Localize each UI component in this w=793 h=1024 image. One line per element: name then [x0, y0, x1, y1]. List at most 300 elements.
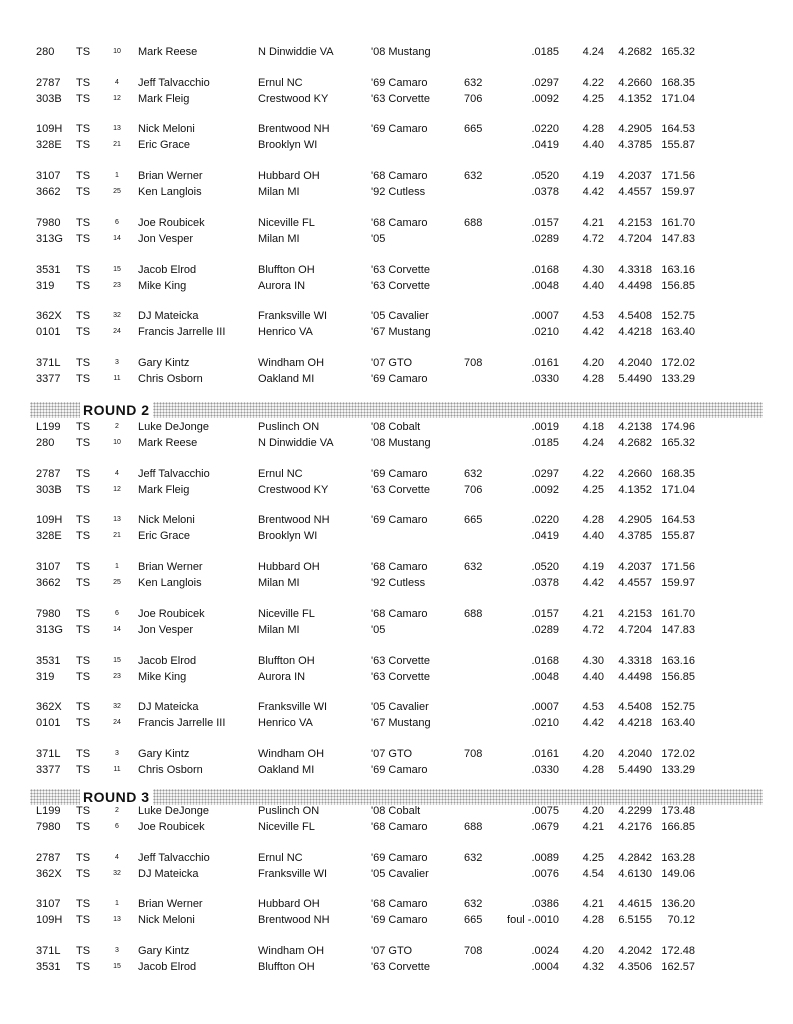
hometown: Bluffton OH [258, 264, 315, 276]
reaction-time: .0419 [531, 530, 559, 542]
driver-name: Mark Fleig [138, 93, 190, 105]
sixty-foot: 4.20 [582, 357, 604, 369]
result-row [0, 819, 793, 835]
car-number: 3531 [36, 961, 61, 973]
elapsed-time: 4.3785 [618, 139, 652, 151]
speed-mph: 155.87 [661, 139, 695, 151]
reaction-time: .0419 [531, 139, 559, 151]
seed: 6 [115, 823, 119, 830]
sixty-foot: 4.53 [582, 310, 604, 322]
seed: 24 [113, 719, 121, 726]
driver-name: Brian Werner [138, 561, 203, 573]
engine-cid: 688 [464, 821, 483, 833]
car-number: 313G [36, 624, 63, 636]
sixty-foot: 4.40 [582, 280, 604, 292]
car-model: '68 Camaro [371, 608, 428, 620]
seed: 13 [113, 125, 121, 132]
result-row [0, 91, 793, 107]
sixty-foot: 4.40 [582, 671, 604, 683]
speed-mph: 147.83 [661, 624, 695, 636]
driver-name: Nick Meloni [138, 123, 195, 135]
class: TS [76, 852, 91, 864]
hometown: Franksville WI [258, 701, 328, 713]
driver-name: Jeff Talvacchio [138, 468, 210, 480]
reaction-time: .0289 [531, 624, 559, 636]
car-model: '69 Camaro [371, 373, 428, 385]
sixty-foot: 4.28 [582, 123, 604, 135]
class: TS [76, 484, 91, 496]
reaction-time: .0161 [531, 357, 559, 369]
reaction-time: .0007 [531, 701, 559, 713]
hometown: Aurora IN [258, 671, 306, 683]
result-row [0, 762, 793, 778]
hometown: Hubbard OH [258, 898, 320, 910]
class: TS [76, 123, 91, 135]
car-model: '07 GTO [371, 748, 413, 760]
sixty-foot: 4.25 [582, 484, 604, 496]
sixty-foot: 4.42 [582, 577, 604, 589]
car-model: '68 Camaro [371, 898, 428, 910]
driver-name: Nick Meloni [138, 514, 195, 526]
class: TS [76, 914, 91, 926]
seed: 14 [113, 626, 121, 633]
seed: 10 [113, 439, 121, 446]
car-model: '08 Mustang [371, 46, 431, 58]
reaction-time: .0004 [531, 961, 559, 973]
class: TS [76, 961, 91, 973]
elapsed-time: 4.4498 [618, 280, 652, 292]
reaction-time: .0168 [531, 655, 559, 667]
elapsed-time: 4.2037 [618, 170, 652, 182]
car-model: '07 GTO [371, 357, 413, 369]
result-row [0, 559, 793, 575]
car-number: 303B [36, 484, 62, 496]
result-row [0, 669, 793, 685]
car-number: 313G [36, 233, 63, 245]
seed: 15 [113, 963, 121, 970]
class: TS [76, 748, 91, 760]
reaction-time: .0092 [531, 484, 559, 496]
driver-name: Eric Grace [138, 139, 190, 151]
reaction-time: .0076 [531, 868, 559, 880]
result-row [0, 896, 793, 912]
car-model: '63 Corvette [371, 280, 430, 292]
reaction-time: .0075 [531, 805, 559, 817]
sixty-foot: 4.28 [582, 764, 604, 776]
driver-name: Gary Kintz [138, 945, 190, 957]
seed: 21 [113, 141, 121, 148]
car-number: 3377 [36, 764, 61, 776]
result-row [0, 137, 793, 153]
car-model: '63 Corvette [371, 671, 430, 683]
seed: 3 [115, 359, 119, 366]
driver-name: Jeff Talvacchio [138, 77, 210, 89]
car-number: 3107 [36, 170, 61, 182]
hometown: Oakland MI [258, 373, 315, 385]
reaction-time: .0185 [531, 46, 559, 58]
seed: 1 [115, 172, 119, 179]
speed-mph: 70.12 [667, 914, 695, 926]
hometown: Windham OH [258, 748, 325, 760]
hometown: Ernul NC [258, 468, 303, 480]
driver-name: Francis Jarrelle III [138, 326, 226, 338]
driver-name: Mark Reese [138, 437, 198, 449]
seed: 13 [113, 916, 121, 923]
driver-name: Ken Langlois [138, 186, 202, 198]
car-model: '63 Corvette [371, 484, 430, 496]
class: TS [76, 561, 91, 573]
speed-mph: 171.56 [661, 170, 695, 182]
reaction-time: foul -.0010 [507, 914, 559, 926]
elapsed-time: 4.3318 [618, 655, 652, 667]
result-row [0, 528, 793, 544]
sixty-foot: 4.42 [582, 186, 604, 198]
car-number: 3662 [36, 186, 61, 198]
engine-cid: 708 [464, 945, 483, 957]
reaction-time: .0210 [531, 326, 559, 338]
hometown: Aurora IN [258, 280, 306, 292]
result-row [0, 215, 793, 231]
elapsed-time: 4.4218 [618, 326, 652, 338]
speed-mph: 171.56 [661, 561, 695, 573]
speed-mph: 165.32 [661, 437, 695, 449]
hometown: Brentwood NH [258, 123, 330, 135]
speed-mph: 152.75 [661, 701, 695, 713]
result-row [0, 308, 793, 324]
driver-name: Luke DeJonge [138, 421, 209, 433]
driver-name: DJ Mateicka [138, 310, 199, 322]
car-number: 319 [36, 671, 55, 683]
seed: 32 [113, 870, 121, 877]
engine-cid: 665 [464, 123, 483, 135]
engine-cid: 632 [464, 852, 483, 864]
car-number: 2787 [36, 852, 61, 864]
hometown: N Dinwiddie VA [258, 46, 334, 58]
seed: 4 [115, 470, 119, 477]
class: TS [76, 139, 91, 151]
seed: 12 [113, 95, 121, 102]
car-number: 371L [36, 748, 61, 760]
hometown: Oakland MI [258, 764, 315, 776]
result-row [0, 850, 793, 866]
car-number: 7980 [36, 217, 61, 229]
result-row [0, 44, 793, 60]
round-2-title: ROUND 2 [80, 401, 153, 419]
driver-name: Mike King [138, 280, 187, 292]
car-model: '05 Cavalier [371, 868, 429, 880]
car-model: '92 Cutless [371, 186, 426, 198]
engine-cid: 632 [464, 561, 483, 573]
seed: 2 [115, 807, 119, 814]
engine-cid: 632 [464, 898, 483, 910]
sixty-foot: 4.28 [582, 373, 604, 385]
seed: 23 [113, 673, 121, 680]
car-number: 328E [36, 530, 62, 542]
seed: 2 [115, 423, 119, 430]
elapsed-time: 4.2040 [618, 748, 652, 760]
sixty-foot: 4.40 [582, 139, 604, 151]
hometown: Henrico VA [258, 717, 313, 729]
reaction-time: .0185 [531, 437, 559, 449]
car-number: 3377 [36, 373, 61, 385]
driver-name: Joe Roubicek [138, 821, 205, 833]
car-model: '05 [371, 624, 386, 636]
class: TS [76, 373, 91, 385]
reaction-time: .0378 [531, 577, 559, 589]
car-model: '63 Corvette [371, 264, 430, 276]
sixty-foot: 4.18 [582, 421, 604, 433]
sixty-foot: 4.32 [582, 961, 604, 973]
car-model: '69 Camaro [371, 77, 428, 89]
hometown: Windham OH [258, 945, 325, 957]
result-row [0, 419, 793, 435]
speed-mph: 161.70 [661, 608, 695, 620]
speed-mph: 149.06 [661, 868, 695, 880]
sixty-foot: 4.19 [582, 561, 604, 573]
car-number: 371L [36, 357, 61, 369]
speed-mph: 174.96 [661, 421, 695, 433]
sixty-foot: 4.40 [582, 530, 604, 542]
elapsed-time: 4.2842 [618, 852, 652, 864]
reaction-time: .0048 [531, 280, 559, 292]
seed: 32 [113, 312, 121, 319]
car-number: 109H [36, 123, 63, 135]
elapsed-time: 6.5155 [618, 914, 652, 926]
elapsed-time: 4.2682 [618, 46, 652, 58]
result-row [0, 482, 793, 498]
car-number: 319 [36, 280, 55, 292]
car-model: '69 Camaro [371, 764, 428, 776]
elapsed-time: 4.7204 [618, 233, 652, 245]
elapsed-time: 4.1352 [618, 484, 652, 496]
result-row [0, 575, 793, 591]
hometown: Hubbard OH [258, 170, 320, 182]
sixty-foot: 4.42 [582, 326, 604, 338]
result-row [0, 75, 793, 91]
speed-mph: 163.40 [661, 326, 695, 338]
driver-name: Jon Vesper [138, 233, 194, 245]
speed-mph: 168.35 [661, 77, 695, 89]
driver-name: Joe Roubicek [138, 217, 205, 229]
hometown: Hubbard OH [258, 561, 320, 573]
sixty-foot: 4.20 [582, 945, 604, 957]
car-model: '69 Camaro [371, 123, 428, 135]
driver-name: Chris Osborn [138, 373, 203, 385]
speed-mph: 172.02 [661, 748, 695, 760]
car-model: '05 Cavalier [371, 701, 429, 713]
class: TS [76, 264, 91, 276]
car-model: '08 Mustang [371, 437, 431, 449]
engine-cid: 706 [464, 484, 483, 496]
car-model: '68 Camaro [371, 217, 428, 229]
sixty-foot: 4.72 [582, 233, 604, 245]
result-row [0, 278, 793, 294]
result-row [0, 512, 793, 528]
speed-mph: 161.70 [661, 217, 695, 229]
seed: 3 [115, 750, 119, 757]
seed: 12 [113, 486, 121, 493]
result-row [0, 943, 793, 959]
seed: 25 [113, 579, 121, 586]
elapsed-time: 4.4498 [618, 671, 652, 683]
hometown: Crestwood KY [258, 93, 329, 105]
hometown: Puslinch ON [258, 805, 320, 817]
class: TS [76, 421, 91, 433]
car-model: '08 Cobalt [371, 421, 421, 433]
reaction-time: .0289 [531, 233, 559, 245]
engine-cid: 708 [464, 357, 483, 369]
elapsed-time: 4.2660 [618, 468, 652, 480]
class: TS [76, 468, 91, 480]
driver-name: Gary Kintz [138, 357, 190, 369]
car-model: '69 Camaro [371, 514, 428, 526]
car-model: '67 Mustang [371, 326, 431, 338]
speed-mph: 171.04 [661, 93, 695, 105]
driver-name: Nick Meloni [138, 914, 195, 926]
elapsed-time: 4.2176 [618, 821, 652, 833]
reaction-time: .0168 [531, 264, 559, 276]
reaction-time: .0220 [531, 123, 559, 135]
hometown: Milan MI [258, 233, 300, 245]
round-3-title: ROUND 3 [80, 788, 153, 806]
speed-mph: 159.97 [661, 577, 695, 589]
hometown: Brooklyn WI [258, 139, 318, 151]
sixty-foot: 4.30 [582, 264, 604, 276]
result-row [0, 699, 793, 715]
speed-mph: 136.20 [661, 898, 695, 910]
car-number: 3531 [36, 264, 61, 276]
driver-name: Mark Reese [138, 46, 198, 58]
hometown: Niceville FL [258, 821, 315, 833]
class: TS [76, 77, 91, 89]
engine-cid: 708 [464, 748, 483, 760]
elapsed-time: 4.6130 [618, 868, 652, 880]
sixty-foot: 4.28 [582, 514, 604, 526]
reaction-time: .0520 [531, 170, 559, 182]
engine-cid: 632 [464, 468, 483, 480]
engine-cid: 688 [464, 217, 483, 229]
reaction-time: .0297 [531, 77, 559, 89]
sixty-foot: 4.20 [582, 748, 604, 760]
seed: 11 [113, 766, 121, 773]
engine-cid: 665 [464, 914, 483, 926]
hometown: Milan MI [258, 186, 300, 198]
car-number: 3107 [36, 898, 61, 910]
seed: 4 [115, 854, 119, 861]
elapsed-time: 4.2660 [618, 77, 652, 89]
result-row [0, 168, 793, 184]
result-row [0, 262, 793, 278]
seed: 14 [113, 235, 121, 242]
elapsed-time: 5.4490 [618, 373, 652, 385]
speed-mph: 165.32 [661, 46, 695, 58]
driver-name: DJ Mateicka [138, 701, 199, 713]
driver-name: Ken Langlois [138, 577, 202, 589]
speed-mph: 163.16 [661, 655, 695, 667]
sixty-foot: 4.21 [582, 608, 604, 620]
result-row [0, 715, 793, 731]
reaction-time: .0297 [531, 468, 559, 480]
seed: 6 [115, 610, 119, 617]
seed: 21 [113, 532, 121, 539]
speed-mph: 156.85 [661, 671, 695, 683]
car-number: 2787 [36, 77, 61, 89]
seed: 13 [113, 516, 121, 523]
reaction-time: .0024 [531, 945, 559, 957]
reaction-time: .0210 [531, 717, 559, 729]
car-number: 7980 [36, 608, 61, 620]
elapsed-time: 4.5408 [618, 701, 652, 713]
elapsed-time: 4.2037 [618, 561, 652, 573]
reaction-time: .0330 [531, 373, 559, 385]
elapsed-time: 4.1352 [618, 93, 652, 105]
sixty-foot: 4.54 [582, 868, 604, 880]
speed-mph: 133.29 [661, 764, 695, 776]
result-row [0, 803, 793, 819]
reaction-time: .0092 [531, 93, 559, 105]
result-row [0, 324, 793, 340]
driver-name: Eric Grace [138, 530, 190, 542]
sixty-foot: 4.19 [582, 170, 604, 182]
elapsed-time: 4.5408 [618, 310, 652, 322]
car-model: '69 Camaro [371, 468, 428, 480]
driver-name: Jeff Talvacchio [138, 852, 210, 864]
car-model: '69 Camaro [371, 852, 428, 864]
result-row [0, 959, 793, 975]
seed: 1 [115, 900, 119, 907]
car-number: 362X [36, 310, 62, 322]
sixty-foot: 4.22 [582, 77, 604, 89]
car-number: 2787 [36, 468, 61, 480]
result-row [0, 371, 793, 387]
class: TS [76, 608, 91, 620]
car-model: '67 Mustang [371, 717, 431, 729]
speed-mph: 163.40 [661, 717, 695, 729]
hometown: Ernul NC [258, 77, 303, 89]
elapsed-time: 4.4218 [618, 717, 652, 729]
reaction-time: .0157 [531, 217, 559, 229]
class: TS [76, 437, 91, 449]
elapsed-time: 4.2905 [618, 514, 652, 526]
class: TS [76, 898, 91, 910]
hometown: Ernul NC [258, 852, 303, 864]
class: TS [76, 821, 91, 833]
car-number: 3531 [36, 655, 61, 667]
result-row [0, 866, 793, 882]
reaction-time: .0089 [531, 852, 559, 864]
car-number: 3662 [36, 577, 61, 589]
driver-name: Francis Jarrelle III [138, 717, 226, 729]
class: TS [76, 655, 91, 667]
reaction-time: .0161 [531, 748, 559, 760]
speed-mph: 173.48 [661, 805, 695, 817]
seed: 4 [115, 79, 119, 86]
seed: 1 [115, 563, 119, 570]
elapsed-time: 5.4490 [618, 764, 652, 776]
car-model: '63 Corvette [371, 961, 430, 973]
sixty-foot: 4.24 [582, 46, 604, 58]
class: TS [76, 186, 91, 198]
car-model: '05 Cavalier [371, 310, 429, 322]
car-number: 3107 [36, 561, 61, 573]
elapsed-time: 4.3506 [618, 961, 652, 973]
car-number: 328E [36, 139, 62, 151]
reaction-time: .0679 [531, 821, 559, 833]
sixty-foot: 4.30 [582, 655, 604, 667]
elapsed-time: 4.2040 [618, 357, 652, 369]
sixty-foot: 4.53 [582, 701, 604, 713]
hometown: Milan MI [258, 624, 300, 636]
